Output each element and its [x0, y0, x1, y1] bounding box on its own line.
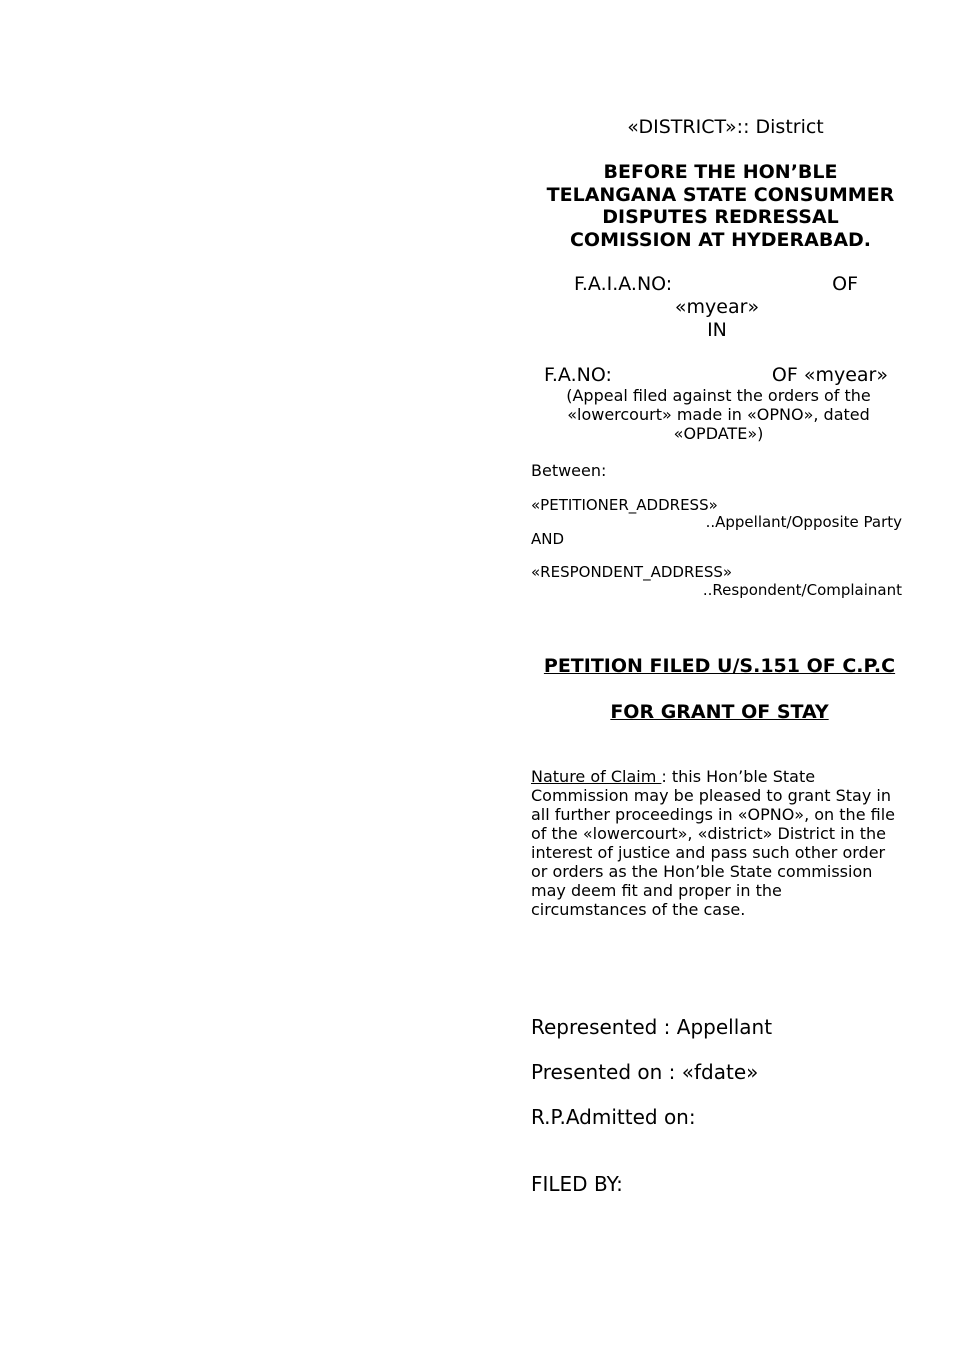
petitioner-address: «PETITIONER_ADDRESS»: [531, 496, 718, 514]
nature-text-line: circumstances of the case.: [531, 900, 746, 919]
nature-text-line: : this Hon’ble State: [661, 767, 816, 786]
faia-number-block: [531, 273, 902, 342]
represented-line: Represented : Appellant: [531, 1015, 773, 1039]
fa-label: F.A.NO:: [544, 364, 612, 386]
court-title-line: TELANGANA STATE CONSUMMER: [546, 183, 895, 206]
petitioner-role: ..Appellant/Opposite Party: [705, 513, 902, 531]
nature-text-line: or orders as the Hon’ble State commission: [531, 862, 873, 881]
faia-in: IN: [707, 319, 727, 341]
court-title-line: COMISSION AT HYDERABAD.: [569, 228, 872, 251]
nature-label: Nature of Claim: [531, 767, 662, 786]
district-line: «DISTRICT»:: District: [627, 116, 824, 138]
court-title: [531, 161, 902, 251]
admitted-line: R.P.Admitted on:: [531, 1105, 696, 1129]
nature-text-line: all further proceedings in «OPNO», on the file: [531, 805, 895, 824]
fa-of-year: OF «myear»: [771, 364, 888, 386]
nature-text-line: of the «lowercourt», «district» District in the: [531, 824, 887, 843]
faia-label: F.A.I.A.NO:: [574, 273, 673, 295]
appeal-note-line: «lowercourt» made in «OPNO», dated: [567, 405, 870, 424]
between-label: Between:: [531, 461, 607, 480]
and-label: AND: [531, 530, 565, 548]
filed-by-line: FILED BY:: [531, 1172, 623, 1196]
stay-heading: FOR GRANT OF STAY: [610, 701, 829, 723]
nature-text-line: may deem fit and proper in the: [531, 881, 782, 900]
faia-year: «myear»: [674, 296, 760, 318]
appeal-note: [531, 386, 902, 443]
presented-line: Presented on : «fdate»: [531, 1060, 759, 1084]
petition-heading: PETITION FILED U/S.151 OF C.P.C: [543, 655, 896, 677]
appeal-note-line: (Appeal filed against the orders of the: [566, 386, 871, 405]
court-title-line: DISPUTES REDRESSAL: [602, 206, 839, 228]
faia-of: OF: [832, 273, 858, 295]
appeal-note-line: «OPDATE»): [673, 424, 764, 443]
respondent-role: ..Respondent/Complainant: [702, 581, 902, 599]
nature-text-line: interest of justice and pass such other order: [531, 843, 886, 862]
respondent-address: «RESPONDENT_ADDRESS»: [531, 563, 733, 581]
fa-number-block: [531, 364, 902, 387]
nature-text-line: Commission may be pleased to grant Stay in: [531, 786, 891, 805]
court-title-line: BEFORE THE HON’BLE: [603, 161, 838, 183]
nature-of-claim: [531, 767, 902, 919]
